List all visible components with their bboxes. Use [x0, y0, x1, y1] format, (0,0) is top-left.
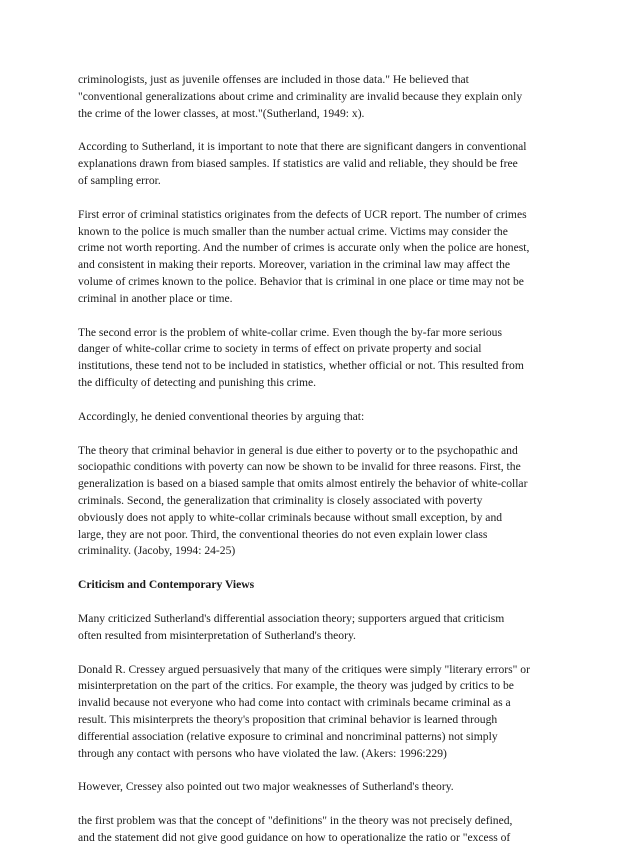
section-heading: Criticism and Contemporary Views [78, 578, 255, 592]
text-line: the first problem was that the concept of "definitions" in the theory was not precisely defined, [78, 814, 513, 828]
text-line: and the statement did not give good guidance on how to operationalize the ratio or "excess of [78, 830, 511, 844]
text-line: explanations drawn from biased samples. If statistics are valid and reliable, they should be free [78, 157, 518, 171]
paragraph [78, 72, 566, 122]
text-line: generalization is based on a biased sample that omits almost entirely the behavior of white-collar [78, 477, 528, 491]
paragraph [78, 139, 566, 189]
text-line: of sampling error. [78, 173, 161, 187]
text-line: through any contact with persons who have violated the law. (Akers: 1996:229) [78, 746, 447, 760]
text-line: institutions, these tend not to be included in statistics, whether official or not. This resulted from [78, 359, 524, 373]
text-line: criminality. (Jacoby, 1994: 24-25) [78, 544, 236, 558]
paragraph [78, 611, 566, 645]
paragraph [78, 813, 566, 847]
paragraph [78, 207, 566, 308]
text-line: the crime of the lower classes, at most."(Sutherland, 1949: x). [78, 106, 365, 120]
text-line: criminals. Second, the generalization that criminality is closely associated with poverty [78, 493, 483, 507]
text-line: result. This misinterprets the theory's proposition that criminal behavior is learned through [78, 712, 498, 726]
text-line: misinterpretation on the part of the critics. For example, the theory was judged by critics to be [78, 679, 514, 693]
text-line: the difficulty of detecting and punishing this crime. [78, 375, 317, 389]
paragraph [78, 325, 566, 392]
paragraph [78, 662, 566, 763]
text-line: Donald R. Cressey argued persuasively that many of the critiques were simply "literary errors" or [78, 662, 530, 676]
text-line: criminologists, just as juvenile offenses are included in those data." He believed that [78, 73, 469, 86]
text-line: "conventional generalizations about crime and criminality are invalid because they explain only [78, 89, 523, 103]
text-line: known to the police is much smaller than the number actual crime. Victims may consider the [78, 224, 508, 238]
text-line: However, Cressey also pointed out two major weaknesses of Sutherland's theory. [78, 780, 454, 794]
document-page [78, 72, 566, 864]
text-line: differential association (relative exposure to criminal and noncriminal patterns) not simply [78, 729, 498, 743]
text-line: crime not worth reporting. And the number of crimes is accurate only when the police are honest, [78, 241, 530, 255]
paragraph [78, 779, 566, 796]
text-line: volume of crimes known to the police. Behavior that is criminal in one place or time may not be [78, 274, 524, 288]
text-line: Many criticized Sutherland's differential association theory; supporters argued that criticism [78, 611, 505, 625]
block-quote [78, 443, 566, 561]
paragraph [78, 409, 566, 426]
text-line: and consistent in making their reports. Moreover, variation in the criminal law may affect the [78, 258, 511, 272]
text-line: danger of white-collar crime to society in terms of effect on private property and social [78, 342, 482, 356]
text-line: often resulted from misinterpretation of Sutherland's theory. [78, 628, 356, 642]
text-line: Accordingly, he denied conventional theories by arguing that: [78, 409, 365, 423]
text-line: The second error is the problem of white-collar crime. Even though the by-far more serious [78, 325, 502, 339]
text-line: First error of criminal statistics originates from the defects of UCR report. The number of crimes [78, 207, 527, 221]
text-line: sociopathic conditions with poverty can now be shown to be invalid for three reasons. First, the [78, 460, 521, 474]
text-line: According to Sutherland, it is important to note that there are significant dangers in conventional [78, 140, 527, 154]
text-line: criminal in another place or time. [78, 291, 233, 305]
text-line: large, they are not poor. Third, the conventional theories do not even explain lower class [78, 527, 488, 541]
text-line: invalid because not everyone who had come into contact with criminals became criminal as a [78, 696, 511, 710]
text-line: The theory that criminal behavior in general is due either to poverty or to the psychopathic and [78, 443, 518, 457]
text-line: obviously does not apply to white-collar criminals because without small exception, by and [78, 510, 503, 524]
